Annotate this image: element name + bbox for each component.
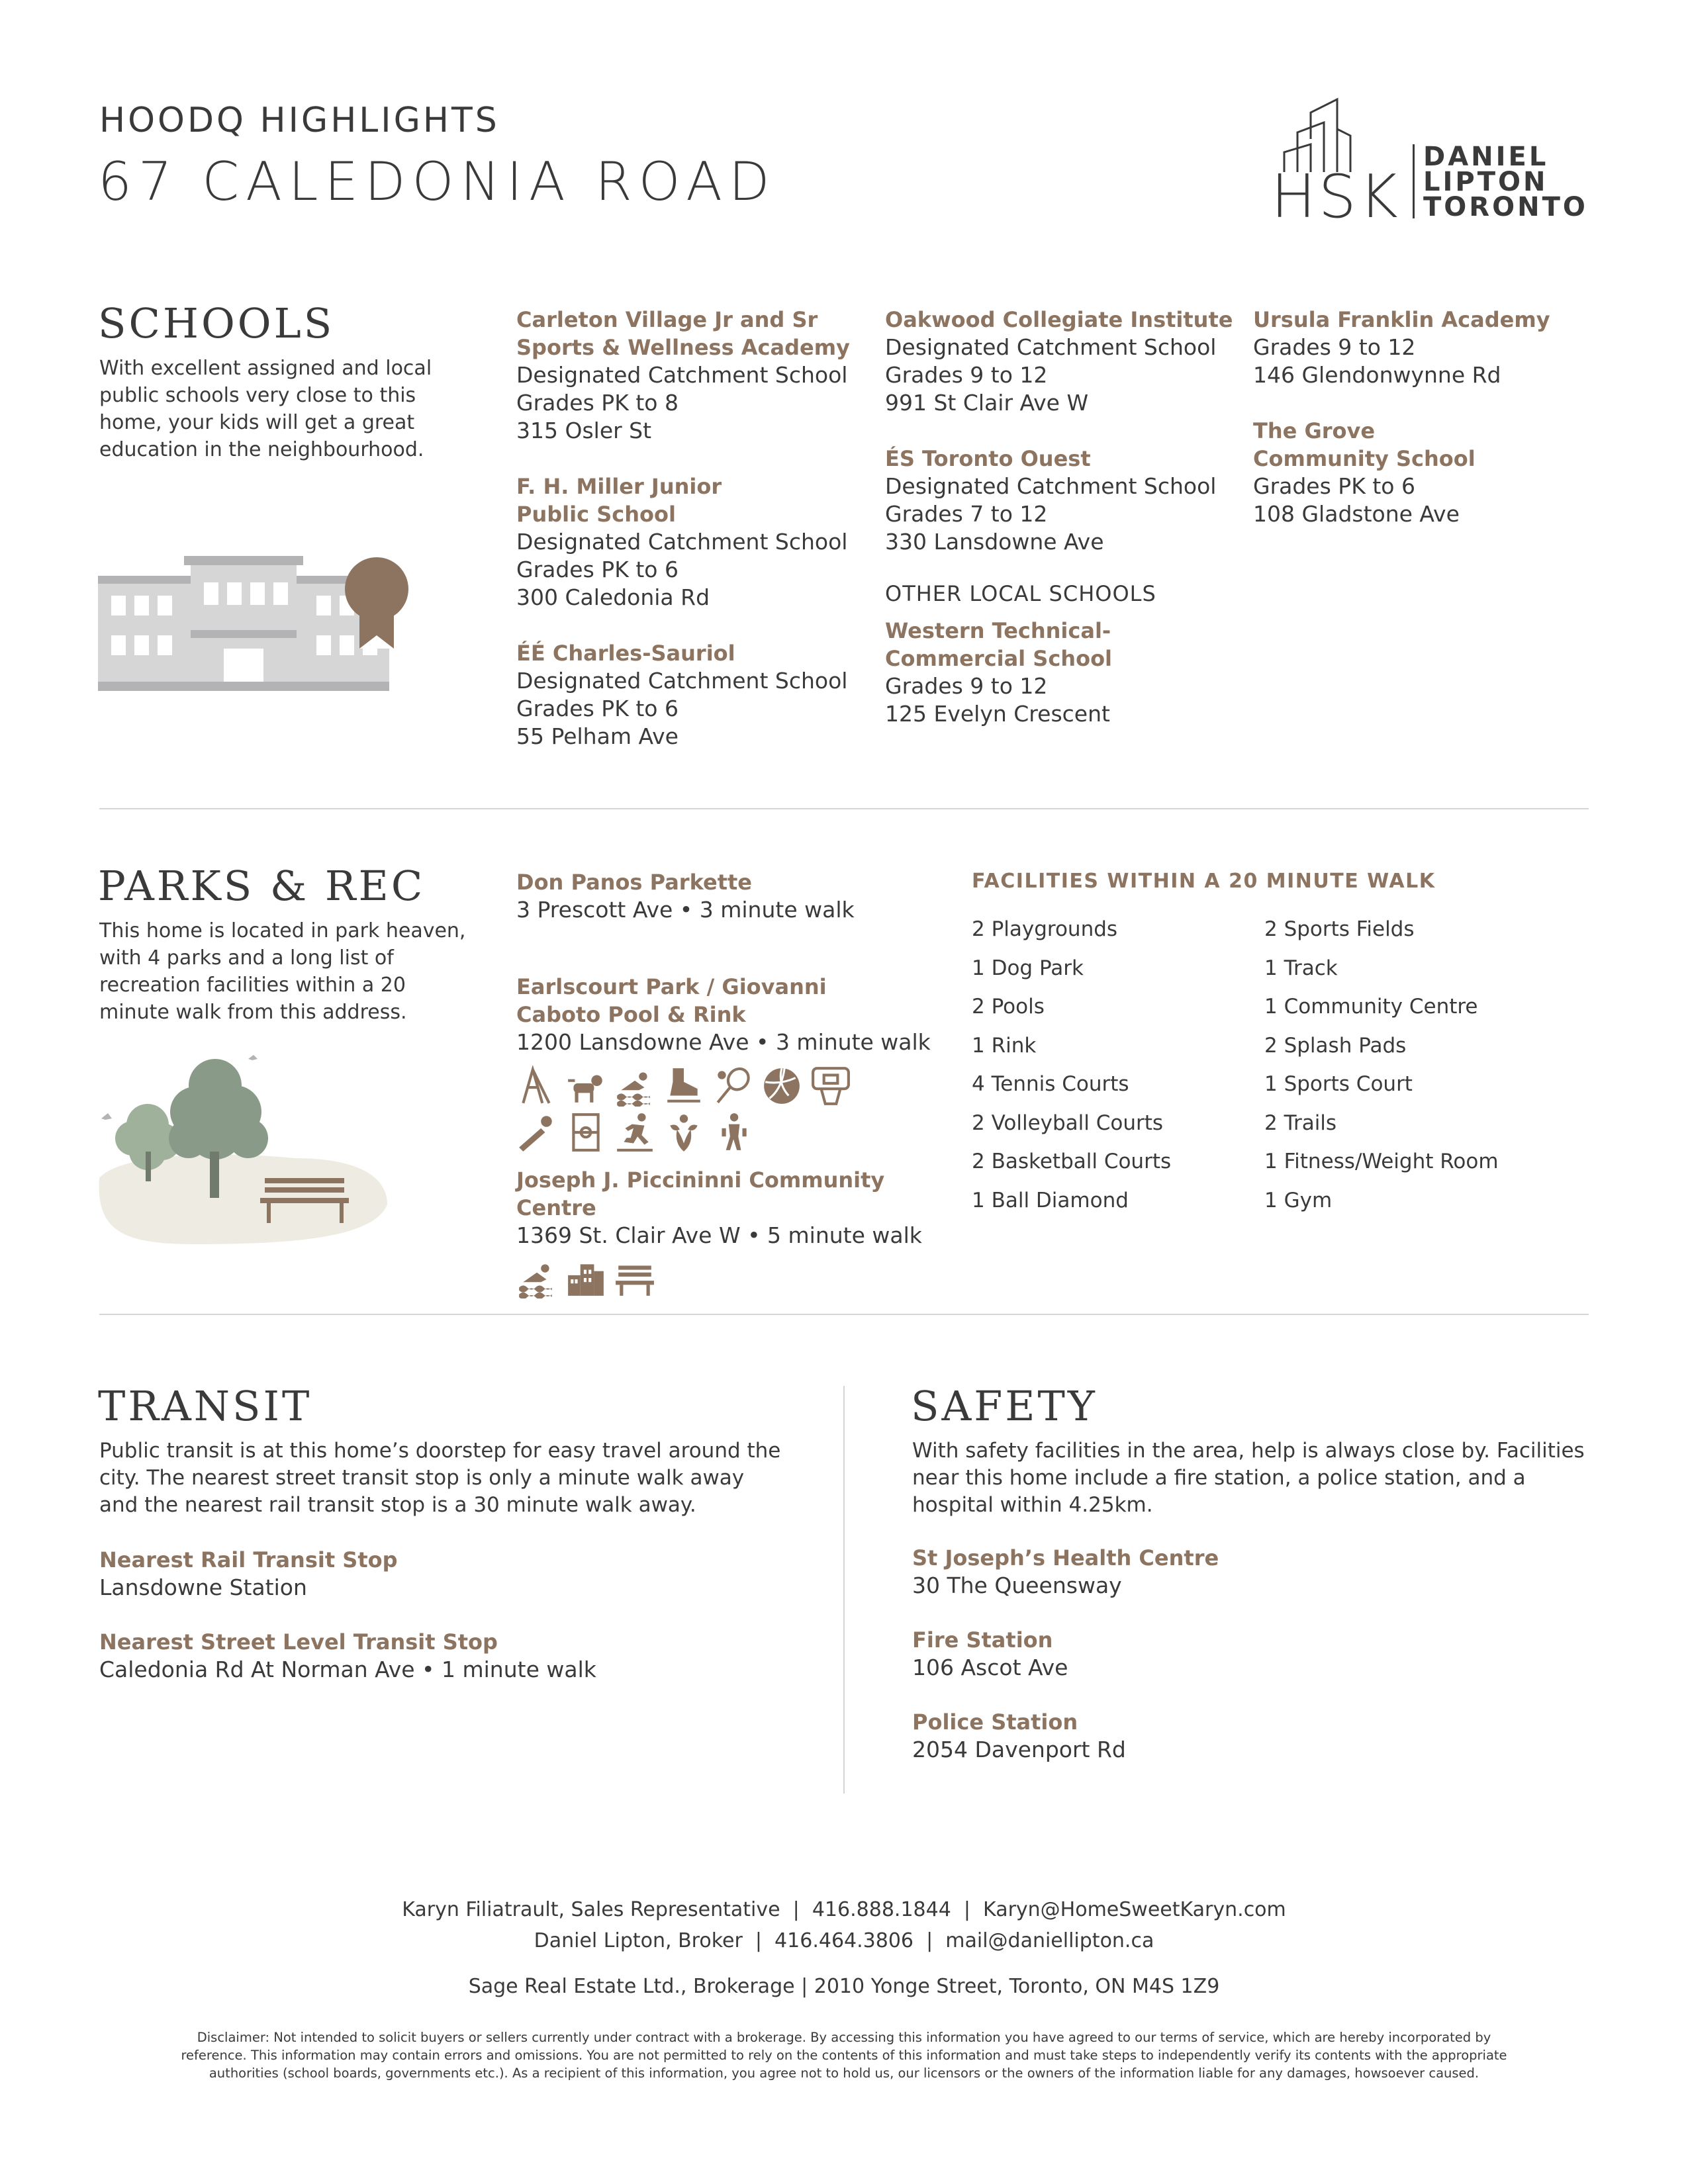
facility-item: 1 Sports Court (1264, 1072, 1413, 1096)
volleyball-icon (761, 1066, 802, 1107)
school-type: Designated Catchment School (885, 473, 1217, 499)
track-icon (614, 1112, 655, 1153)
school-entry (1253, 306, 1597, 389)
facilities-list-right (1264, 910, 1582, 1220)
basketball-icon (810, 1066, 851, 1107)
facility-item: 2 Playgrounds (972, 917, 1118, 941)
school-address: 300 Caledonia Rd (516, 584, 710, 610)
transit-name: Nearest Rail Transit Stop (99, 1547, 398, 1572)
logo-wordmark (1423, 144, 1588, 220)
logo-line-2: LIPTON (1423, 167, 1548, 197)
disclaimer (73, 2028, 1615, 2082)
page-title: 67 CALEDONIA ROAD (98, 151, 776, 212)
transit-entry (99, 1628, 788, 1684)
school-entry (885, 445, 1243, 556)
school-address: 125 Evelyn Crescent (885, 701, 1110, 727)
logo-hsk: HSK (1271, 162, 1401, 232)
school-type: Designated Catchment School (516, 668, 848, 694)
safety-intro: With safety facilities in the area, help is always close by. Facilities near this home include a fire station, a police station, and a hospital within 4.25km. (912, 1439, 1585, 1517)
school-grades: Grades 9 to 12 (1253, 334, 1416, 360)
safety-list (912, 1544, 1587, 1764)
parks-intro: This home is located in park heaven, with 4 parks and a long list of recreation facilities within a 20 minute walk from this address. (99, 919, 466, 1024)
park-name: Earlscourt Park / Giovanni Caboto Pool & Rink (516, 974, 827, 1027)
park-entry (516, 973, 940, 1056)
transit-title: TRANSIT (98, 1382, 312, 1430)
facility-item: 2 Pools (972, 995, 1045, 1019)
transit-list (99, 1546, 788, 1684)
school-type: Designated Catchment School (516, 362, 848, 388)
transit-entry (99, 1546, 788, 1602)
school-name: The Grove Community School (1253, 418, 1476, 471)
column-divider (843, 1386, 845, 1794)
school-name: ÉÉ Charles-Sauriol (516, 641, 735, 666)
disclaimer-line: Disclaimer: Not intended to solicit buyers or sellers currently under contract with a brokerage. By accessing this information you have agreed to our terms of service, which are hereby incorporated by (197, 2030, 1491, 2045)
safety-title: SAFETY (911, 1382, 1098, 1430)
safety-name: St Joseph’s Health Centre (912, 1545, 1219, 1570)
school-name: F. H. Miller Junior Public School (516, 474, 722, 527)
facility-item: 2 Basketball Courts (972, 1150, 1172, 1173)
school-address: 330 Lansdowne Ave (885, 529, 1104, 555)
park-entry (516, 868, 940, 924)
splash-pad-icon (663, 1112, 704, 1153)
fitness-icon (712, 1112, 753, 1153)
schools-column-1 (516, 306, 874, 751)
park-entry (516, 1166, 940, 1250)
facilities-list-left (972, 910, 1250, 1220)
park-detail: 3 Prescott Ave • 3 minute walk (516, 897, 855, 923)
transit-detail: Lansdowne Station (99, 1574, 307, 1600)
dog-park-icon (565, 1066, 606, 1107)
sports-field-icon (565, 1112, 606, 1153)
facility-item: 4 Tennis Courts (972, 1072, 1129, 1096)
school-name: Ursula Franklin Academy (1253, 307, 1550, 332)
safety-name: Fire Station (912, 1627, 1053, 1653)
bench-icon (614, 1257, 655, 1298)
park-trees-icon (96, 1046, 394, 1257)
section-divider (99, 808, 1589, 809)
transit-name: Nearest Street Level Transit Stop (99, 1629, 498, 1655)
community-centre-icons (516, 1257, 940, 1298)
playground-icon (516, 1066, 557, 1107)
footer-contact-1: Karyn Filiatrault, Sales Representative | 416.888.1844 | Karyn@HomeSweetKaryn.com (402, 1898, 1286, 1921)
school-entry (516, 473, 874, 612)
schools-title: SCHOOLS (98, 299, 335, 347)
school-address: 315 Osler St (516, 418, 652, 443)
facility-item: 1 Ball Diamond (972, 1188, 1129, 1212)
park-amenity-icons-2 (516, 1112, 940, 1153)
school-grades: Grades PK to 6 (516, 557, 679, 582)
school-name: ÉS Toronto Ouest (885, 446, 1091, 471)
facility-item: 2 Volleyball Courts (972, 1111, 1164, 1135)
park-name: Joseph J. Piccininni Community Centre (516, 1167, 885, 1220)
school-grades: Grades 7 to 12 (885, 501, 1048, 527)
facility-item: 2 Trails (1264, 1111, 1337, 1135)
school-entry (885, 617, 1243, 728)
pool-icon (516, 1257, 557, 1298)
school-name: Western Technical- Commercial School (885, 618, 1113, 671)
transit-detail: Caledonia Rd At Norman Ave • 1 minute walk (99, 1657, 596, 1682)
facility-item: 1 Track (1264, 956, 1338, 980)
park-amenity-icons (516, 1066, 940, 1107)
page-kicker: HOODQ HIGHLIGHTS (99, 101, 500, 140)
safety-detail: 30 The Queensway (912, 1572, 1122, 1598)
facility-item: 1 Gym (1264, 1188, 1333, 1212)
footer-contact-2: Daniel Lipton, Broker | 416.464.3806 | mail@daniellipton.ca (534, 1929, 1154, 1952)
tennis-icon (712, 1066, 753, 1107)
schools-column-3 (1253, 306, 1597, 528)
schools-column-2 (885, 306, 1243, 728)
school-name: Carleton Village Jr and Sr Sports & Wellness Academy (516, 307, 850, 360)
school-grades: Grades PK to 6 (1253, 473, 1415, 499)
school-entry (516, 306, 874, 445)
safety-detail: 2054 Davenport Rd (912, 1737, 1126, 1762)
school-address: 146 Glendonwynne Rd (1253, 362, 1501, 388)
parks-list (516, 868, 940, 1298)
school-address: 55 Pelham Ave (516, 723, 679, 749)
facilities-heading: FACILITIES WITHIN A 20 MINUTE WALK (972, 870, 1436, 893)
school-building-icon (98, 543, 416, 702)
facility-item: 1 Dog Park (972, 956, 1084, 980)
disclaimer-line: reference. This information may contain errors and omissions. You are not permitted to rely on the contents of this information and must take steps to independently verify its contents with the appropriate (181, 2048, 1507, 2063)
disclaimer-line: authorities (school boards, governments etc.). As a recipient of this information, you agree not to hold us, our licensors or the owners of the information liable for any damages, howsoever caused. (209, 2066, 1479, 2081)
school-type: Designated Catchment School (885, 334, 1217, 360)
other-schools-heading: OTHER LOCAL SCHOOLS (885, 581, 1156, 606)
facility-item: 2 Sports Fields (1264, 917, 1415, 941)
section-divider (99, 1314, 1589, 1315)
transit-intro: Public transit is at this home’s doorstep for easy travel around the city. The nearest street transit stop is only a minute walk away and the nearest rail transit stop is a 30 minute walk away. (99, 1439, 781, 1517)
school-entry (1253, 417, 1597, 528)
rink-icon (663, 1066, 704, 1107)
logo-line-3: TORONTO (1423, 192, 1588, 222)
safety-name: Police Station (912, 1709, 1078, 1735)
ball-diamond-icon (516, 1112, 557, 1153)
logo-line-1: DANIEL (1423, 142, 1549, 172)
logo-divider (1413, 144, 1415, 218)
footer-brokerage: Sage Real Estate Ltd., Brokerage | 2010 Yonge Street, Toronto, ON M4S 1Z9 (468, 1975, 1220, 1998)
school-grades: Grades PK to 8 (516, 390, 679, 416)
school-entry (885, 306, 1243, 417)
safety-detail: 106 Ascot Ave (912, 1655, 1068, 1680)
school-address: 108 Gladstone Ave (1253, 501, 1460, 527)
safety-entry (912, 1626, 1587, 1682)
facility-item: 1 Fitness/Weight Room (1264, 1150, 1499, 1173)
school-name: Oakwood Collegiate Institute (885, 307, 1233, 332)
brand-logo (1271, 93, 1589, 232)
school-grades: Grades 9 to 12 (885, 673, 1048, 699)
community-centre-icon (565, 1257, 606, 1298)
facility-item: 1 Community Centre (1264, 995, 1478, 1019)
school-address: 991 St Clair Ave W (885, 390, 1089, 416)
school-entry (516, 639, 874, 751)
pool-icon (614, 1066, 655, 1107)
safety-entry (912, 1544, 1587, 1600)
schools-intro: With excellent assigned and local public schools very close to this home, your kids will get a great education in the neighbourhood. (99, 357, 432, 461)
school-grades: Grades PK to 6 (516, 696, 679, 721)
school-type: Designated Catchment School (516, 529, 848, 555)
parks-title: PARKS & REC (98, 862, 426, 910)
school-grades: Grades 9 to 12 (885, 362, 1048, 388)
park-detail: 1369 St. Clair Ave W • 5 minute walk (516, 1222, 922, 1248)
park-name: Don Panos Parkette (516, 870, 752, 895)
safety-entry (912, 1708, 1587, 1764)
facility-item: 2 Splash Pads (1264, 1033, 1407, 1058)
facility-item: 1 Rink (972, 1033, 1037, 1058)
park-detail: 1200 Lansdowne Ave • 3 minute walk (516, 1029, 931, 1055)
